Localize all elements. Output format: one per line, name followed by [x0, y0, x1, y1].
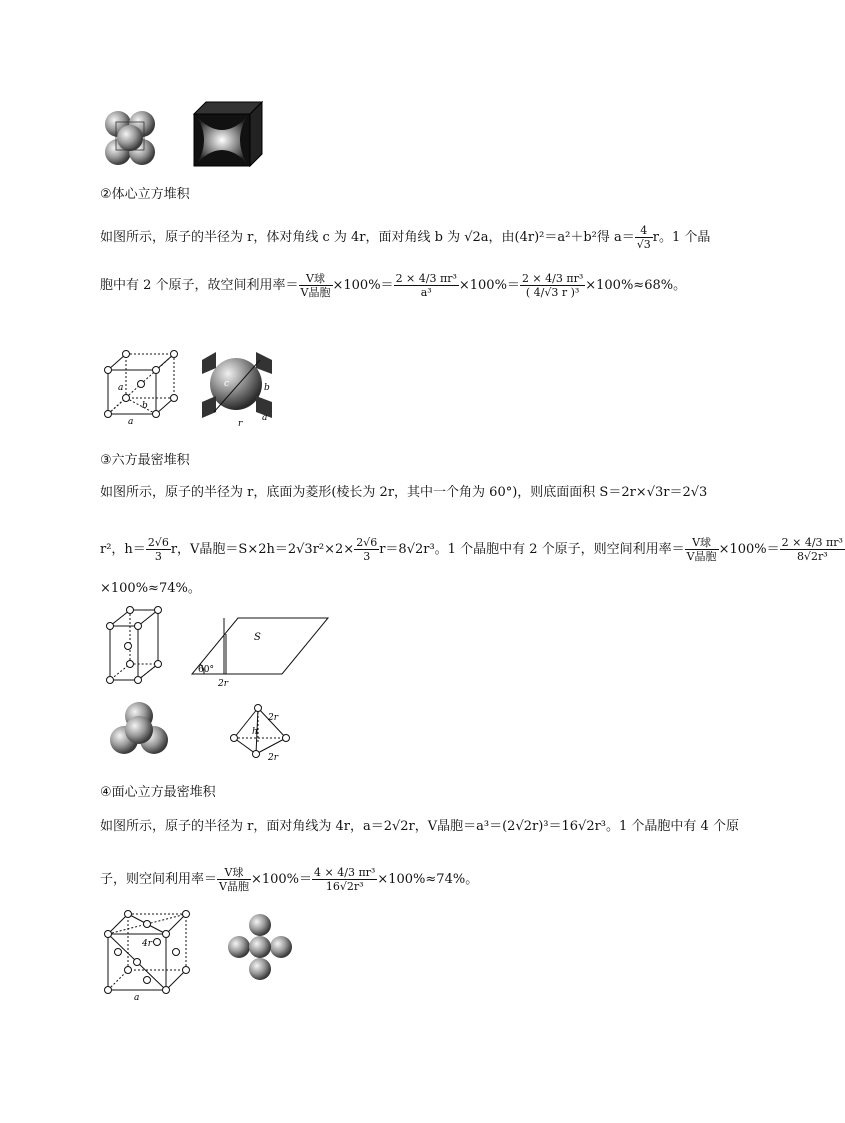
- fcc-cube-diagram: [104, 908, 192, 1003]
- hcp-heading: ③六方最密堆积: [100, 453, 190, 468]
- cut-cube-icon: [194, 102, 264, 166]
- hcp-rhombus-figure: [190, 616, 332, 688]
- frac-denominator: 3: [154, 550, 162, 563]
- label-r: r: [238, 419, 243, 429]
- hcp-tetrahedron-figure: [228, 702, 298, 762]
- bcc-sphere-cube-icon: [200, 346, 276, 429]
- bcc-shaded-figure: [200, 346, 276, 429]
- frac-denominator: V晶胞: [219, 880, 249, 893]
- frac-numerator: 2√6: [147, 536, 169, 549]
- bcc-wireframe-figure: [104, 350, 180, 427]
- fcc-sphere-cluster-figure: [226, 912, 294, 982]
- frac-denominator: ( 4/√3 r )³: [525, 286, 580, 299]
- hcp-line3: ×100%≈74%。: [100, 581, 201, 596]
- frac-numerator: 2 × 4/3 πr³: [781, 536, 843, 549]
- bcc-a-fraction: [635, 224, 653, 251]
- fcc-volume-ratio: [217, 866, 251, 893]
- bcc-paragraph-line2: [100, 272, 686, 299]
- fcc-wireframe-figure: [104, 908, 192, 1003]
- label-2r: 2r: [218, 679, 229, 689]
- fcc-heading: ④面心立方最密堆积: [100, 785, 216, 800]
- bcc-line2-head: 胞中有 2 个原子，故空间利用率＝: [100, 278, 299, 293]
- bcc-line1-tail: r。1 个晶: [652, 230, 711, 245]
- hcp-prism-diagram: [106, 606, 162, 686]
- frac-numerator: 2√6: [356, 536, 378, 549]
- frac-numerator: 4: [635, 224, 653, 238]
- hcp-prism-figure: [106, 606, 162, 686]
- times-100: ×100%＝: [250, 872, 313, 887]
- hcp-line1: 如图所示，原子的半径为 r，底面为菱形(棱长为 2r，其中一个角为 60°)，则底面面积 S＝2r×√3r＝2√3: [100, 485, 708, 500]
- hcp-line2-mid: r，V晶胞＝S×2h＝2√3r²×2×: [170, 542, 355, 557]
- tetrahedron-diagram: [228, 702, 298, 762]
- times-100: ×100%＝: [458, 278, 520, 293]
- hcp-fraction: [780, 536, 845, 563]
- label-2r-bottom: 2r: [268, 753, 279, 763]
- hcp-line2-text: r²，h＝: [100, 542, 146, 557]
- label-a: a: [118, 383, 124, 393]
- label-c: c: [224, 379, 230, 389]
- label-4r: 4r: [142, 939, 153, 949]
- frac-denominator: V晶胞: [300, 286, 331, 299]
- label-S: S: [254, 632, 261, 643]
- times-100: ×100%＝: [332, 278, 394, 293]
- frac-numerator: 4 × 4/3 πr³: [314, 866, 376, 879]
- sphere-cluster-icon: [100, 108, 162, 170]
- frac-denominator: √3: [636, 238, 651, 251]
- simple-cubic-spheres-figure: [100, 108, 162, 170]
- frac-denominator: 8√2r³: [796, 550, 828, 563]
- label-h: h: [252, 727, 258, 737]
- fcc-line1: 如图所示，原子的半径为 r，面对角线为 4r，a＝2√2r，V晶胞＝a³＝(2√2r)³＝16√2r³。1 个晶胞中有 4 个原: [100, 819, 739, 834]
- frac-numerator: V球: [217, 866, 251, 880]
- bcc-fraction-2: [394, 272, 459, 299]
- hcp-line2-mid2: r＝8√2r³。1 个晶胞中有 2 个原子，则空间利用率＝: [379, 542, 685, 557]
- bcc-cube-diagram: [104, 350, 180, 427]
- hcp-volume-ratio: [685, 536, 719, 563]
- hcp-h-fraction-2: [354, 536, 379, 563]
- bcc-fraction-3: [520, 272, 585, 299]
- fcc-fraction: [312, 866, 377, 893]
- bcc-volume-ratio: [299, 272, 333, 299]
- fcc-result: ×100%≈74%。: [377, 872, 479, 887]
- label-b: b: [264, 383, 270, 393]
- rhombus-diagram: [190, 616, 332, 688]
- frac-denominator: 16√2r³: [325, 880, 364, 893]
- label-2r-top: 2r: [268, 713, 279, 723]
- label-a-bottom: a: [128, 417, 134, 427]
- hcp-sphere-cluster-figure: [108, 700, 170, 758]
- frac-denominator: 3: [363, 550, 371, 563]
- hcp-paragraph-line2: [100, 536, 845, 563]
- label-60deg: 60°: [198, 665, 214, 675]
- three-sphere-cluster-icon: [108, 700, 170, 758]
- bcc-paragraph-line1: [100, 224, 710, 251]
- frac-numerator: V球: [685, 536, 719, 550]
- label-b: b: [142, 401, 148, 411]
- frac-numerator: V球: [299, 272, 333, 286]
- frac-denominator: V晶胞: [686, 550, 717, 563]
- bcc-heading: ②体心立方堆积: [100, 187, 190, 202]
- simple-cubic-cut-cube-figure: [194, 102, 264, 166]
- frac-numerator: 2 × 4/3 πr³: [521, 272, 584, 285]
- fcc-paragraph-line2: [100, 866, 478, 893]
- times-100: ×100%＝: [718, 542, 780, 557]
- frac-denominator: a³: [420, 286, 432, 299]
- bcc-line1-text: 如图所示，原子的半径为 r，体对角线 c 为 4r，面对角线 b 为 √2a，由(4r)²＝a²＋b²得 a＝: [100, 230, 635, 245]
- frac-numerator: 2 × 4/3 πr³: [395, 272, 457, 285]
- label-a: a: [134, 993, 140, 1003]
- hcp-h-fraction: [146, 536, 171, 563]
- five-sphere-cluster-icon: [226, 912, 294, 982]
- bcc-result: ×100%≈68%。: [585, 278, 687, 293]
- fcc-line2-head: 子，则空间利用率＝: [100, 872, 218, 887]
- label-a: a: [262, 413, 268, 423]
